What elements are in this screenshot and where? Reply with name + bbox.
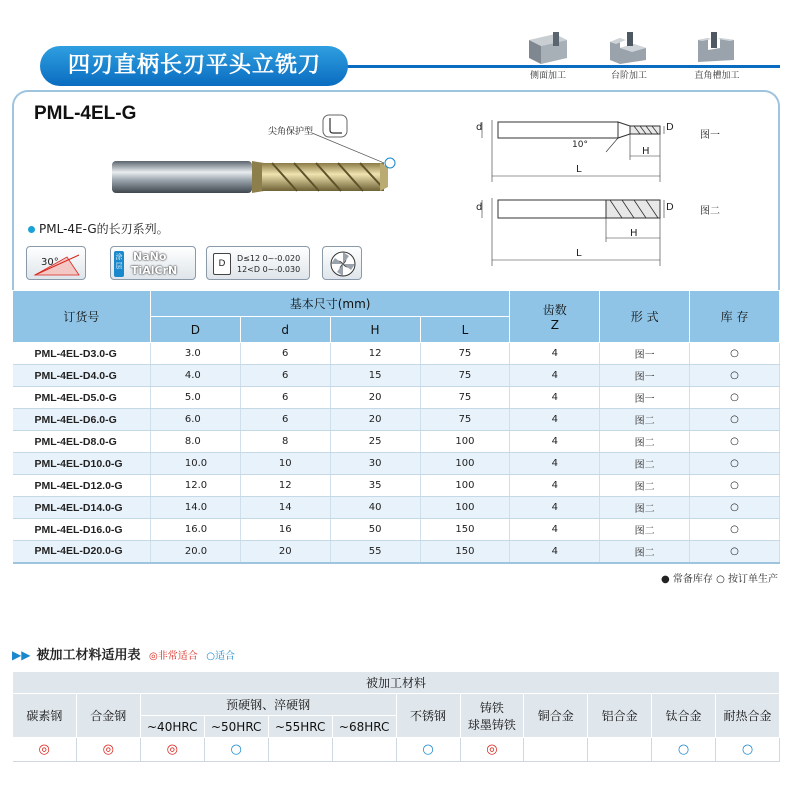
- drawing-H-label-1: H: [642, 146, 650, 157]
- col-h50: ~50HRC: [204, 716, 268, 738]
- materials-heading: [12, 644, 235, 663]
- header-order-no: 订货号: [13, 291, 151, 343]
- H-cell: 12: [330, 343, 420, 365]
- L-cell: 100: [420, 431, 510, 453]
- header-H: H: [330, 317, 420, 343]
- suitability-copper: [524, 738, 588, 762]
- form-cell: 图二: [600, 497, 690, 519]
- D-cell: 5.0: [150, 387, 240, 409]
- col-cast-line1: 铸铁: [479, 700, 504, 715]
- header-D: D: [150, 317, 240, 343]
- D-cell: 20.0: [150, 541, 240, 563]
- H-cell: 50: [330, 519, 420, 541]
- d-cell: 10: [240, 453, 330, 475]
- materials-table: [12, 671, 780, 762]
- col-stainless: 不锈钢: [396, 694, 460, 738]
- d-cell: 6: [240, 365, 330, 387]
- D-cell: 6.0: [150, 409, 240, 431]
- operation-step: [594, 30, 664, 81]
- helix-angle-value: 30°: [41, 257, 59, 268]
- H-cell: 35: [330, 475, 420, 497]
- teeth-cell: 4: [510, 387, 600, 409]
- drawing-D-label-2: D: [666, 202, 674, 213]
- table-row: [13, 519, 780, 541]
- order-code-cell: PML-4EL-D20.0-G: [13, 541, 151, 563]
- teeth-cell: 4: [510, 475, 600, 497]
- form-cell: 图二: [600, 409, 690, 431]
- H-cell: 30: [330, 453, 420, 475]
- figure-2-label: 图二: [700, 206, 720, 217]
- materials-heading-text: 被加工材料适用表: [36, 648, 141, 663]
- order-code-cell: PML-4EL-D10.0-G: [13, 453, 151, 475]
- stock-cell: ○: [690, 475, 780, 497]
- L-cell: 75: [420, 365, 510, 387]
- double-arrow-icon: ▶▶: [12, 648, 31, 662]
- L-cell: 150: [420, 541, 510, 563]
- step-milling-icon: [606, 30, 652, 66]
- callout-corner-protection: 尖角保护型: [268, 127, 314, 137]
- form-cell: 图一: [600, 387, 690, 409]
- order-code-cell: PML-4EL-D4.0-G: [13, 365, 151, 387]
- d-cell: 6: [240, 409, 330, 431]
- side-milling-icon: [525, 30, 571, 66]
- teeth-cell: 4: [510, 409, 600, 431]
- col-cast-line2: 球墨铸铁: [467, 717, 516, 732]
- stock-legend: ● 常备库存 ○ 按订单生产: [661, 574, 778, 585]
- legend-very-suitable: ◎非常适合: [149, 651, 198, 662]
- end-mill-image: [112, 115, 402, 195]
- H-cell: 25: [330, 431, 420, 453]
- drawing-H-label-2: H: [630, 228, 638, 239]
- product-model: PML-4EL-G: [34, 103, 137, 124]
- title-bar: [0, 38, 510, 90]
- suitability-heatres: ○: [716, 738, 780, 762]
- order-code-cell: PML-4EL-D8.0-G: [13, 431, 151, 453]
- table-row: [13, 475, 780, 497]
- tolerance-line2: 12<D 0~-0.030: [237, 265, 301, 274]
- tolerance-line1: D≤12 0~-0.020: [237, 254, 301, 263]
- form-cell: 图二: [600, 541, 690, 563]
- coating-tag: 涂层: [114, 251, 124, 277]
- header-d: d: [240, 317, 330, 343]
- stock-cell: ○: [690, 365, 780, 387]
- drawing-angle-label: 10°: [572, 140, 588, 150]
- drawing-d-label-1: d: [476, 122, 483, 133]
- col-h55: ~55HRC: [268, 716, 332, 738]
- H-cell: 20: [330, 409, 420, 431]
- legend-suitable: ○适合: [206, 651, 236, 662]
- tolerance-symbol: D: [213, 253, 231, 275]
- col-cast: [460, 694, 524, 738]
- L-cell: 100: [420, 497, 510, 519]
- teeth-cell: 4: [510, 365, 600, 387]
- col-h68: ~68HRC: [332, 716, 396, 738]
- suitability-h68: [332, 738, 396, 762]
- col-hardened: 预硬钢、淬硬钢: [140, 694, 396, 716]
- H-cell: 20: [330, 387, 420, 409]
- header-teeth: [510, 291, 600, 343]
- series-note-text: PML-4E-G的长刃系列。: [39, 222, 169, 236]
- drawing-L-label-2: L: [576, 248, 582, 259]
- form-cell: 图一: [600, 365, 690, 387]
- page-title: 四刃直柄长刃平头立铣刀: [40, 46, 348, 86]
- order-code-cell: PML-4EL-D5.0-G: [13, 387, 151, 409]
- form-cell: 图二: [600, 475, 690, 497]
- bullet-icon: [28, 226, 35, 233]
- form-cell: 图二: [600, 431, 690, 453]
- drawing-L-label-1: L: [576, 164, 582, 175]
- teeth-cell: 4: [510, 541, 600, 563]
- coating-line2: TiAlCrN: [131, 264, 178, 277]
- figure-1-label: 图一: [700, 130, 720, 141]
- teeth-cell: 4: [510, 497, 600, 519]
- four-flute-icon: [323, 247, 363, 281]
- corner-detail-icon: [322, 114, 348, 138]
- col-heatres: 耐热合金: [716, 694, 780, 738]
- square-slot-icon: [694, 30, 740, 66]
- stock-cell: ○: [690, 387, 780, 409]
- stock-cell: ○: [690, 453, 780, 475]
- header-L: L: [420, 317, 510, 343]
- col-alloy: 合金钢: [76, 694, 140, 738]
- suitability-titanium: ○: [652, 738, 716, 762]
- L-cell: 150: [420, 519, 510, 541]
- D-cell: 8.0: [150, 431, 240, 453]
- H-cell: 40: [330, 497, 420, 519]
- header-form: 形 式: [600, 291, 690, 343]
- technical-drawing: [468, 112, 708, 272]
- col-copper: 铜合金: [524, 694, 588, 738]
- D-cell: 3.0: [150, 343, 240, 365]
- suitability-h40: ◎: [140, 738, 204, 762]
- order-code-cell: PML-4EL-D14.0-G: [13, 497, 151, 519]
- operation-side-label: 侧面加工: [529, 71, 566, 81]
- series-note: [28, 220, 169, 237]
- materials-group-header: 被加工材料: [13, 672, 780, 694]
- order-code-cell: PML-4EL-D6.0-G: [13, 409, 151, 431]
- form-cell: 图二: [600, 453, 690, 475]
- L-cell: 100: [420, 453, 510, 475]
- form-cell: 图二: [600, 519, 690, 541]
- operation-step-label: 台阶加工: [610, 71, 647, 81]
- col-h40: ~40HRC: [140, 716, 204, 738]
- col-aluminum: 铝合金: [588, 694, 652, 738]
- L-cell: 75: [420, 409, 510, 431]
- order-code-cell: PML-4EL-D12.0-G: [13, 475, 151, 497]
- H-cell: 55: [330, 541, 420, 563]
- header-teeth-label: 齿数: [542, 303, 567, 317]
- d-cell: 20: [240, 541, 330, 563]
- helix-angle-badge: [26, 246, 86, 280]
- table-row: [13, 431, 780, 453]
- header-basic-dims: 基本尺寸(mm): [150, 291, 510, 317]
- operation-side: [513, 30, 583, 81]
- suitability-cast: ◎: [460, 738, 524, 762]
- stock-cell: ○: [690, 541, 780, 563]
- order-code-cell: PML-4EL-D16.0-G: [13, 519, 151, 541]
- suitability-h55: [268, 738, 332, 762]
- materials-values-row: [13, 738, 780, 762]
- drawing-d-label-2: d: [476, 202, 483, 213]
- suitability-carbon: ◎: [13, 738, 77, 762]
- d-cell: 12: [240, 475, 330, 497]
- table-row: [13, 409, 780, 431]
- operation-slot-label: 直角槽加工: [694, 71, 740, 81]
- header-teeth-sub: Z: [550, 318, 559, 332]
- d-cell: 16: [240, 519, 330, 541]
- D-cell: 12.0: [150, 475, 240, 497]
- table-row: [13, 453, 780, 475]
- d-cell: 6: [240, 343, 330, 365]
- L-cell: 75: [420, 387, 510, 409]
- table-row: [13, 541, 780, 563]
- stock-cell: ○: [690, 431, 780, 453]
- col-carbon: 碳素钢: [13, 694, 77, 738]
- teeth-cell: 4: [510, 453, 600, 475]
- tolerance-badge: [206, 246, 310, 280]
- table-row: [13, 497, 780, 519]
- L-cell: 75: [420, 343, 510, 365]
- D-cell: 16.0: [150, 519, 240, 541]
- H-cell: 15: [330, 365, 420, 387]
- stock-cell: ○: [690, 409, 780, 431]
- teeth-cell: 4: [510, 519, 600, 541]
- table-row: [13, 365, 780, 387]
- teeth-cell: 4: [510, 431, 600, 453]
- table-row: [13, 343, 780, 365]
- col-titanium: 钛合金: [652, 694, 716, 738]
- coating-line1: NaNo: [133, 250, 167, 263]
- drawing-D-label-1: D: [666, 122, 674, 133]
- suitability-alloy: ◎: [76, 738, 140, 762]
- stock-cell: ○: [690, 519, 780, 541]
- stock-cell: ○: [690, 343, 780, 365]
- d-cell: 14: [240, 497, 330, 519]
- stock-cell: ○: [690, 497, 780, 519]
- suitability-aluminum: [588, 738, 652, 762]
- spec-table: [12, 290, 780, 564]
- d-cell: 8: [240, 431, 330, 453]
- form-cell: 图一: [600, 343, 690, 365]
- coating-badge: [110, 246, 196, 280]
- D-cell: 4.0: [150, 365, 240, 387]
- L-cell: 100: [420, 475, 510, 497]
- teeth-cell: 4: [510, 343, 600, 365]
- D-cell: 10.0: [150, 453, 240, 475]
- table-row: [13, 387, 780, 409]
- D-cell: 14.0: [150, 497, 240, 519]
- order-code-cell: PML-4EL-D3.0-G: [13, 343, 151, 365]
- flute-count-badge: [322, 246, 362, 280]
- suitability-stainless: ○: [396, 738, 460, 762]
- operation-slot: [682, 30, 752, 81]
- header-stock: 库 存: [690, 291, 780, 343]
- d-cell: 6: [240, 387, 330, 409]
- suitability-h50: ○: [204, 738, 268, 762]
